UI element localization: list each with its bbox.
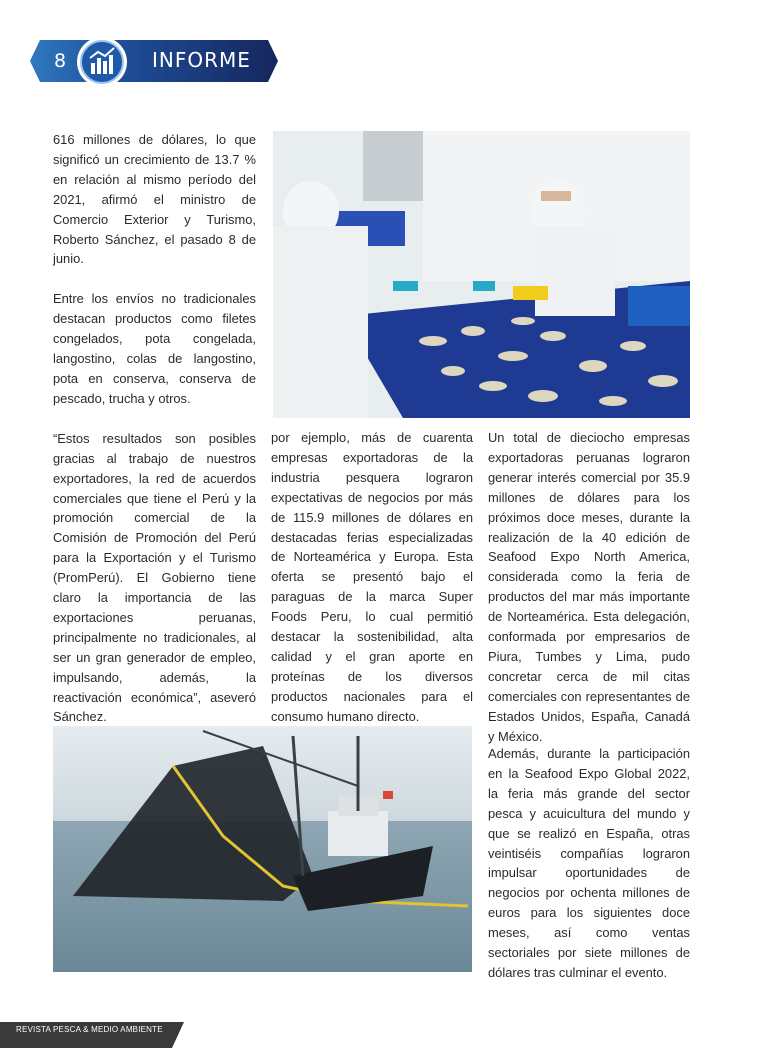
text-column-3 — [488, 428, 690, 747]
paragraph: “Estos resultados son posibles gracias al trabajo de nuestros exportadores, la red de acuerdos comerciales que tiene el Perú y la promoción comercial de la Comisión de Promoción del Perú para la Exportación y el Turismo (PromPerú). El Gobierno tiene claro la importancia de las exportaciones peruanas, principalmente no tradicionales, al ser un gran generador de empleo, impulsando, además, la reactivación económica”, aseveró Sánchez. — [53, 430, 256, 725]
section-title: INFORME — [152, 48, 251, 72]
page-number: 8 — [53, 50, 67, 72]
text-column-1 — [53, 130, 256, 767]
magazine-name: REVISTA PESCA & MEDIO AMBIENTE — [16, 1025, 163, 1034]
paragraph: por ejemplo, más de cuarenta empresas exportadoras de la industria pesquera lograron expectativas de negocios por más de 115.9 millones de dólares en destacadas ferias especializadas de Norteamérica y Europa. Esta oferta se presentó bajo el paraguas de la marca Super Foods Peru, lo cual permitió destacar la sostenibilidad, alta calidad y el gran aporte en proteínas de los diversos productos nacionales para el consumo humano directo. — [271, 430, 473, 724]
paragraph: Además, durante la participación en la Seafood Expo Global 2022, la feria más grande del sector pesca y acuicultura del mundo y que se realizó en España, otras veintiséis compañías lograron impulsar oportunidades de negocios por ochenta millones de euros para los siguientes doce meses, así como ventas sectoriales por siete millones de dólares tras culminar el evento. — [488, 746, 690, 980]
fishing-boat-photo — [53, 726, 472, 972]
paragraph: Un total de dieciocho empresas exportadoras peruanas lograron generar interés comercial por 35.9 millones de dólares para los próximos doce meses, durante la realización de la 40 edición de Seafood Expo North America, considerada como la feria de productos del mar más importante de Norteamérica. Esta delegación, conformada por empresarios de Piura, Tumbes y Lima, pudo concretar cerca de mil citas comerciales con representantes de Estados Unidos, España, Canadá y México. — [488, 430, 690, 744]
bar-chart-logo-icon — [76, 36, 128, 88]
text-column-3-continued — [488, 744, 690, 983]
text-column-2 — [271, 428, 473, 727]
shrimp-processing-photo — [273, 131, 690, 418]
paragraph: Entre los envíos no tradicionales destacan productos como filetes congelados, pota congelada, langostino, colas de langostino, pota en conserva, conserva de pescado, trucha y otros. — [53, 291, 256, 406]
paragraph: 616 millones de dólares, lo que significó un crecimiento de 13.7 % en relación al mismo período del 2021, afirmó el ministro de Comercio Exterior y Turismo, Roberto Sánchez, el pasado 8 de junio. — [53, 132, 256, 267]
